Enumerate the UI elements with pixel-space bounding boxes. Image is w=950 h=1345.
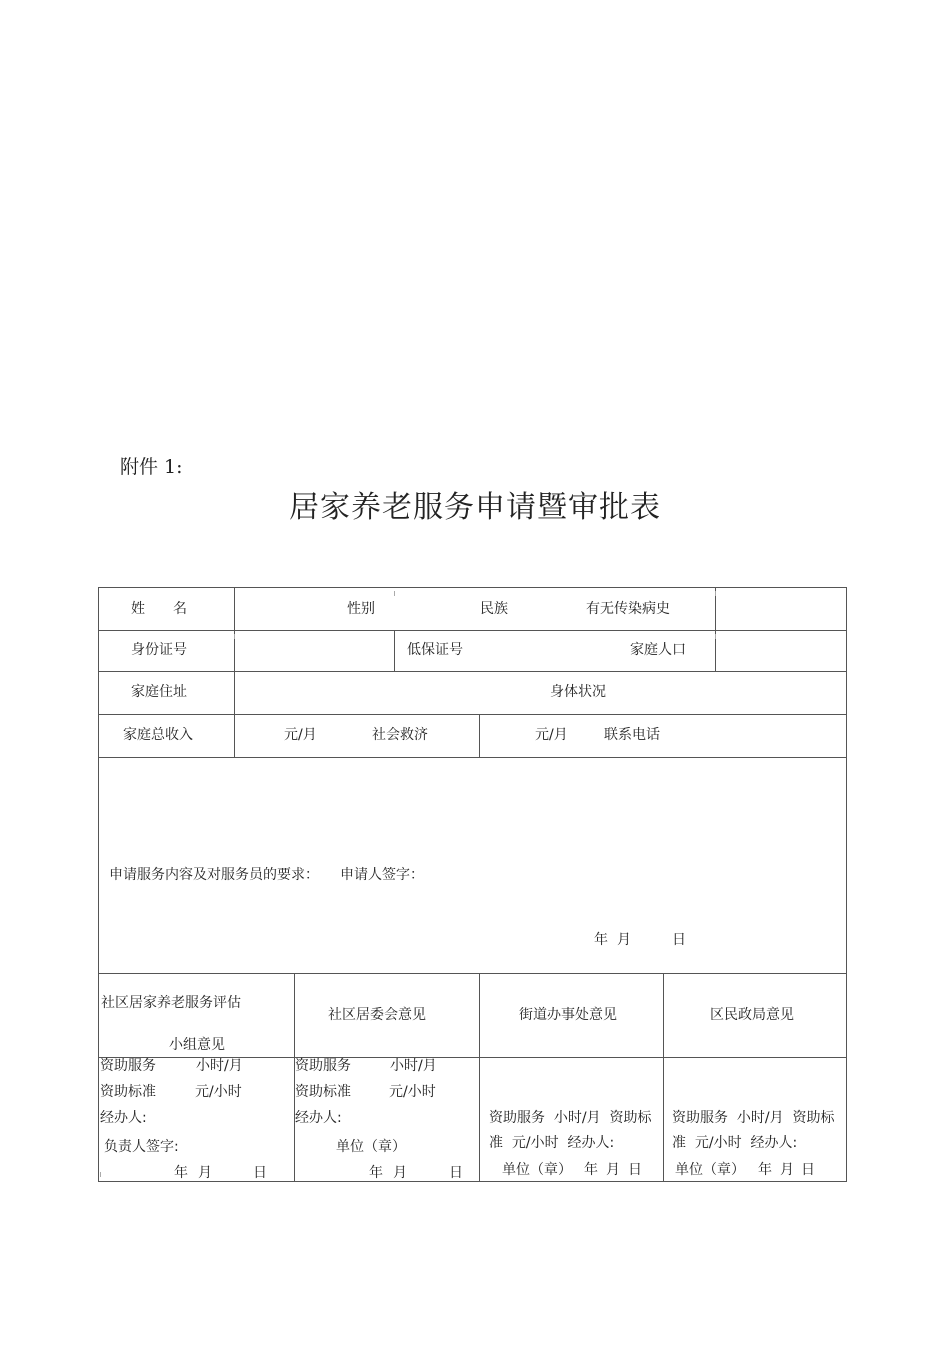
col4-unit-seal: 单位（章）	[675, 1162, 745, 1178]
form-title: 居家养老服务申请暨审批表	[289, 490, 661, 525]
col1-date-year: 年	[174, 1165, 188, 1181]
col4-date-month: 月	[780, 1162, 794, 1178]
cell-tick	[715, 591, 716, 596]
row-divider	[98, 973, 846, 974]
col2-unit-seal: 单位（章）	[336, 1139, 406, 1155]
col1-date-month: 月	[198, 1165, 212, 1181]
col1-service-unit: 小时/月	[196, 1058, 243, 1074]
row-divider	[98, 757, 846, 758]
col2-standard-unit: 元/小时	[389, 1084, 436, 1100]
table-border-left	[98, 587, 99, 1181]
infectious-disease-label: 有无传染病史	[586, 601, 670, 617]
cell-tick	[100, 1172, 101, 1177]
col2-service-label: 资助服务	[295, 1058, 351, 1074]
gender-label: 性别	[347, 601, 375, 617]
request-date-year: 年	[594, 932, 608, 948]
column-divider	[479, 973, 480, 1181]
column-divider	[394, 630, 395, 671]
col2-date-month: 月	[393, 1165, 407, 1181]
col1-standard-unit: 元/小时	[195, 1084, 242, 1100]
civil-affairs-opinion-header: 区民政局意见	[710, 1007, 794, 1023]
relief-unit: 元/月	[535, 727, 568, 743]
col3-date-day: 日	[628, 1162, 642, 1178]
evaluation-header-line2: 小组意见	[169, 1037, 225, 1053]
cell-tick	[394, 591, 395, 596]
col2-service-unit: 小时/月	[390, 1058, 437, 1074]
income-unit: 元/月	[284, 727, 317, 743]
cell-tick	[234, 634, 235, 639]
col4-date-day: 日	[801, 1162, 815, 1178]
col4-date-year: 年	[758, 1162, 772, 1178]
phone-label: 联系电话	[604, 727, 660, 743]
attachment-label: 附件 1:	[120, 456, 183, 478]
id-number-label: 身份证号	[131, 642, 187, 658]
household-size-label: 家庭人口	[630, 642, 686, 658]
col1-date-day: 日	[253, 1165, 267, 1181]
col1-handler-label: 经办人:	[100, 1110, 147, 1126]
low-income-number-label: 低保证号	[407, 642, 463, 658]
col2-date-day: 日	[449, 1165, 463, 1181]
committee-opinion-header: 社区居委会意见	[328, 1007, 426, 1023]
col4-line2: 准 元/小时 经办人:	[672, 1135, 798, 1151]
row-divider	[98, 714, 846, 715]
table-border-right	[846, 587, 847, 1181]
column-divider	[234, 587, 235, 757]
col3-date-month: 月	[606, 1162, 620, 1178]
column-divider	[479, 714, 480, 757]
column-divider	[715, 587, 716, 671]
home-address-label: 家庭住址	[131, 684, 187, 700]
col1-responsible-signature: 负责人签字:	[104, 1139, 179, 1155]
street-office-opinion-header: 街道办事处意见	[519, 1007, 617, 1023]
col4-line1: 资助服务 小时/月 资助标	[672, 1110, 835, 1126]
table-border-top	[98, 587, 846, 588]
col1-standard-label: 资助标准	[100, 1084, 156, 1100]
col1-service-label: 资助服务	[100, 1058, 156, 1074]
service-request-label: 申请服务内容及对服务员的要求：	[109, 867, 319, 883]
row-divider	[98, 630, 846, 631]
name-label: 姓 名	[131, 601, 187, 617]
evaluation-header-line1: 社区居家养老服务评估	[101, 995, 241, 1011]
social-relief-label: 社会救济	[372, 727, 428, 743]
cell-tick	[715, 634, 716, 639]
col3-unit-seal: 单位（章）	[502, 1162, 572, 1178]
col2-date-year: 年	[369, 1165, 383, 1181]
column-divider	[663, 973, 664, 1181]
request-date-day: 日	[672, 932, 686, 948]
column-divider	[294, 973, 295, 1181]
col3-date-year: 年	[584, 1162, 598, 1178]
ethnicity-label: 民族	[480, 601, 508, 617]
applicant-signature-label: 申请人签字：	[340, 867, 424, 883]
row-divider	[98, 671, 846, 672]
health-status-label: 身体状况	[550, 684, 606, 700]
col2-standard-label: 资助标准	[295, 1084, 351, 1100]
col3-line2: 准 元/小时 经办人:	[489, 1135, 615, 1151]
application-form-table	[98, 587, 846, 1181]
col3-line1: 资助服务 小时/月 资助标	[489, 1110, 652, 1126]
request-date-month: 月	[617, 932, 631, 948]
total-income-label: 家庭总收入	[123, 727, 193, 743]
col2-handler-label: 经办人:	[295, 1110, 342, 1126]
